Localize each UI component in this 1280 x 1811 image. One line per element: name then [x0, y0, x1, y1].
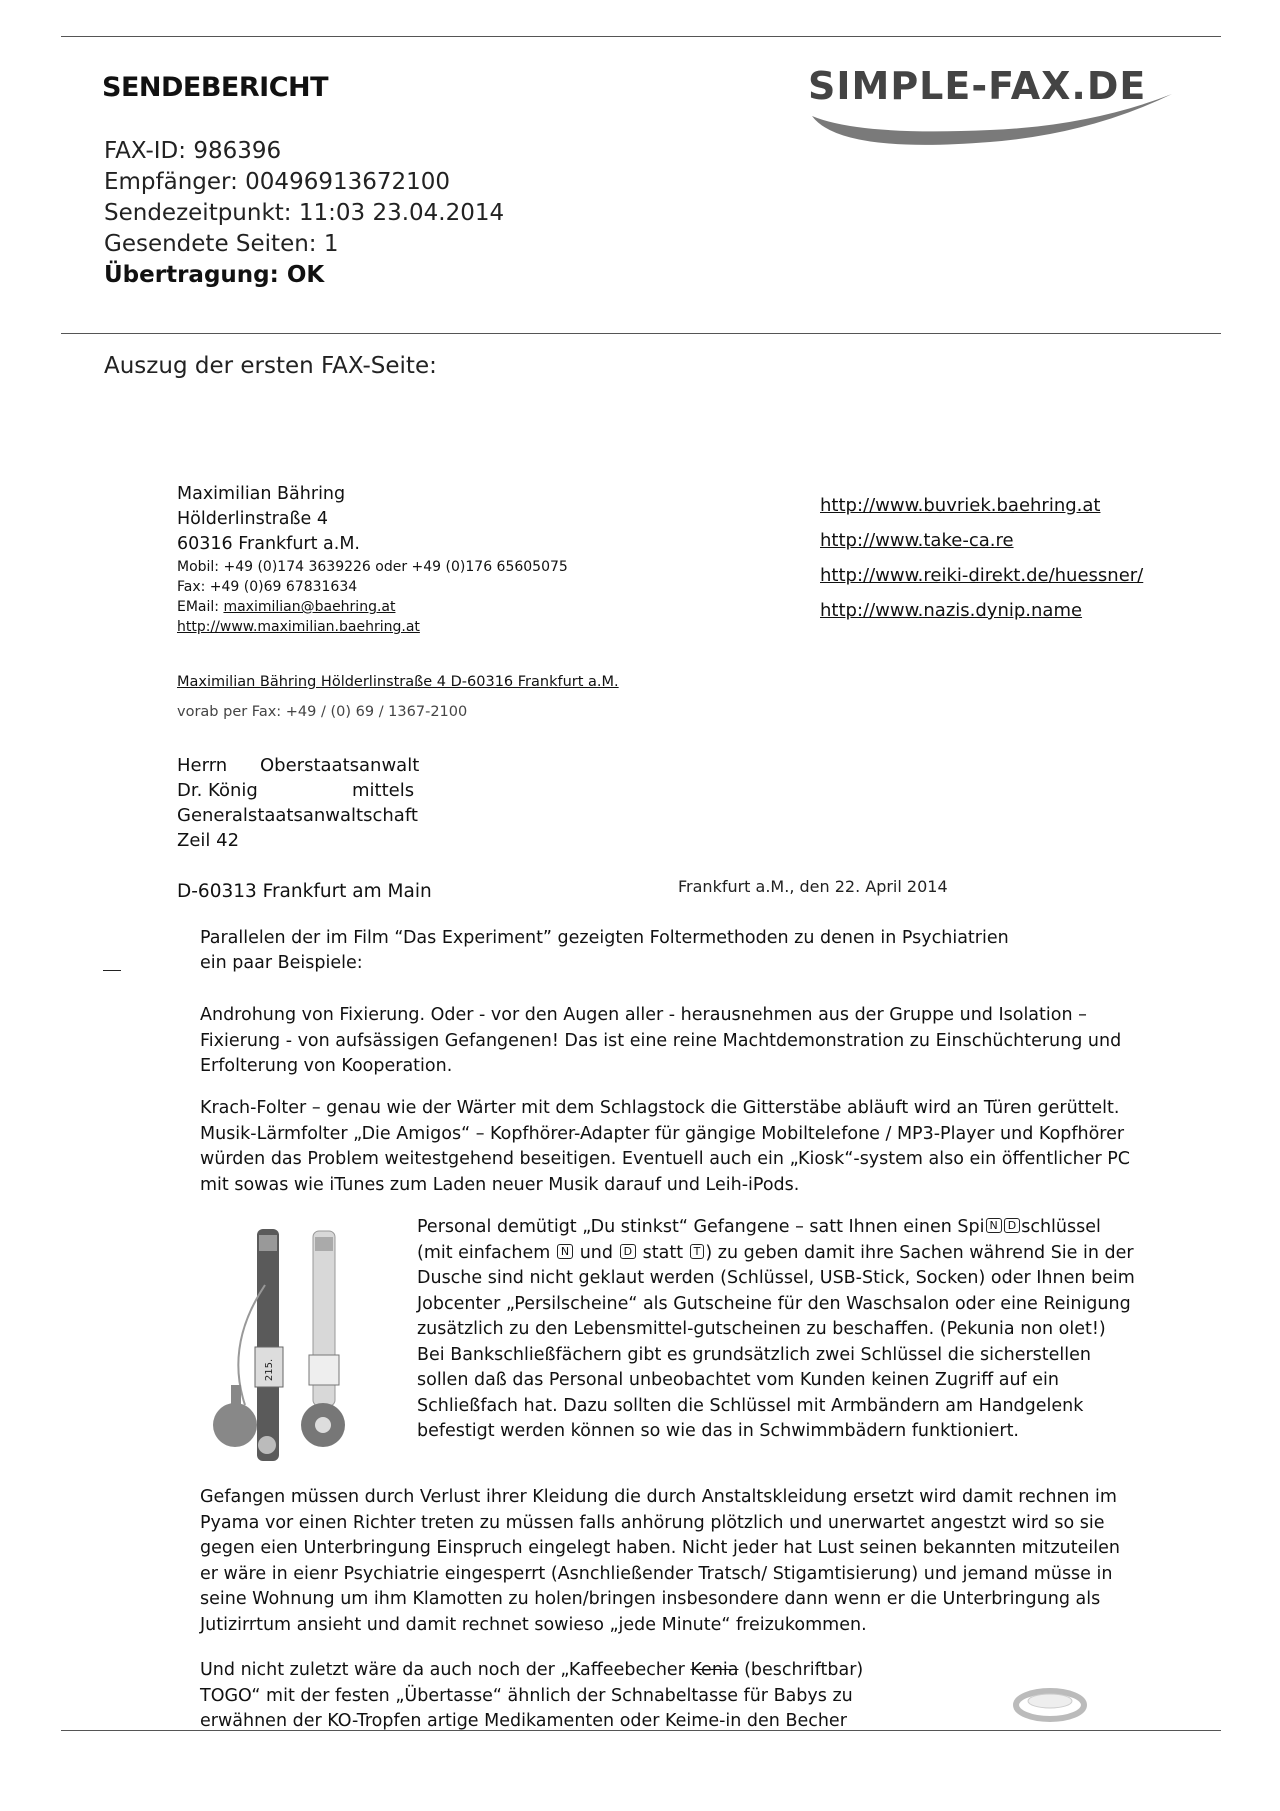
recipient-office: Generalstaatsanwaltschaft [177, 805, 418, 826]
svg-text:215.: 215. [264, 1358, 275, 1382]
link-list [820, 488, 1143, 628]
link-item[interactable]: http://www.buvriek.baehring.at [820, 495, 1101, 516]
recipient-block [177, 753, 419, 853]
excerpt-label: Auszug der ersten FAX-Seite: [104, 353, 437, 379]
recipient-title: Oberstaatsanwalt [260, 755, 420, 776]
p3-text-e: ) zu geben damit ihre Sachen während Sie in der Dusche sind nicht geklaut werden (Schlüssel, USB-Stick, Socken) oder Ihnen beim Jobcenter „Persilscheine“ als Gutscheine für den Waschsalon oder eine Reinigung zusätzlich zu den Lebensmittel-gutscheinen zu beschaffen. (Pekunia non olet!) Bei Bankschließfächern gibt es grundsätzlich zwei Schlüssel die sicherstellen sollen daß das Personal unbeobachtet vom Kunden keinen Zugriff auf ein Schließfach hat. Dazu sollten die Schlüssel mit Armbändern am Handgelenk befestigt werden können so wie das in Schwimmbädern funktioniert. [417, 1242, 1135, 1441]
sender-email-row [177, 597, 568, 617]
key-d-icon: D [620, 1244, 636, 1259]
paragraph-krach-folter: Krach-Folter – genau wie der Wärter mit dem Schlagstock die Gitterstäbe abläuft wird an Türen gerüttelt. Musik-Lärmfolter „Die Amigos“ – Kopfhörer-Adapter für gängige Mobiltelefone / MP3-Player und Kopfhörer würden das Problem weitestgehend beseitigen. Eventuell auch ein „Kiosk“-system also ein öffentlicher PC mit sowas wie iTunes zum Laden neuer Musik darauf und Leih-iPods. [200, 1098, 1130, 1195]
p3-text-c: und [579, 1242, 613, 1263]
sender-email-label: EMail: [177, 599, 224, 615]
key-n-icon: N [986, 1218, 1002, 1233]
paragraph-spindschluessel [417, 1215, 1137, 1445]
sender-email[interactable]: maximilian@baehring.at [223, 599, 396, 615]
report-title: SENDEBERICHT [102, 72, 329, 103]
paragraph-kleidung: Gefangen müssen durch Verlust ihrer Kleidung die durch Anstaltskleidung ersetzt wird damit rechnen im Pyama vor einen Richter treten zu müssen falls anhörung plötzlich und unerwartet angestzt wird so sie gegen eien Unterbringung Einspruch eingelegt haben. Nicht jeder hat Lust seinen bekannten mitzuteilen er wäre in eienr Psychiatrie eingesperrt (Asnchließender Tratsch/ Stigamtisierung) und jemand müsse in seine Wohnung um ihm Klamotten zu holen/bringen insbesondere dann wenn er die Unterbringung als Jutizirrtum ansieht und damit rechnet sowieso „jede Minute“ freizukommen. [200, 1487, 1120, 1635]
struck-word: Kenia [690, 1660, 739, 1680]
recipient-street: Zeil 42 [177, 830, 240, 851]
sender-fax: Fax: +49 (0)69 67831634 [177, 579, 358, 595]
sender-website[interactable]: http://www.maximilian.baehring.at [177, 619, 420, 635]
return-address: Maximilian Bähring Hölderlinstraße 4 D-60316 Frankfurt a.M. [177, 674, 619, 690]
link-item[interactable]: http://www.reiki-direkt.de/huessner/ [820, 565, 1144, 586]
p3-text-d: statt [642, 1242, 684, 1263]
transmission-status: Übertragung: OK [104, 262, 325, 288]
page-footer-area [0, 1732, 1280, 1811]
send-time: Sendezeitpunkt: 11:03 23.04.2014 [104, 200, 505, 226]
paragraph-kaffeebecher [200, 1658, 900, 1735]
recipient-number: Empfänger: 00496913672100 [104, 169, 451, 195]
pages-sent: Gesendete Seiten: 1 [104, 231, 339, 257]
simple-fax-logo [800, 54, 1200, 149]
header-divider [61, 333, 1221, 334]
recipient-name: Dr. König [177, 780, 258, 801]
sender-mobile: Mobil: +49 (0)174 3639226 oder +49 (0)176 65605075 [177, 559, 568, 575]
sender-city: 60316 Frankfurt a.M. [177, 534, 360, 554]
subject-line-1: Parallelen der im Film “Das Experiment” gezeigten Foltermethoden zu denen in Psychiatrien [200, 928, 1009, 948]
fax-id: FAX-ID: 986396 [104, 138, 282, 164]
link-item[interactable]: http://www.take-ca.re [820, 530, 1014, 551]
paragraph-fixierung: Androhung von Fixierung. Oder - vor den Augen aller - herausnehmen aus der Gruppe und Isolation – Fixierung - von aufsässigen Gefangenen! Das ist eine reine Machtdemonstration zu Einschüchterung und Erfolterung von Kooperation. [200, 1005, 1122, 1076]
sender-name: Maximilian Bähring [177, 484, 346, 504]
p5-text-b: (beschriftbar) TOGO“ mit der festen „Übertasse“ ähnlich der Schnabeltasse für Babys zu erwähnen der KO-Tropfen artige Medikamenten oder Keime-in den Becher [200, 1660, 864, 1731]
transmission-details [104, 136, 504, 291]
key-n-icon: N [557, 1244, 573, 1259]
margin-dash [103, 970, 121, 971]
p5-text-a: Und nicht zuletzt wäre da auch noch der „Kaffeebecher [200, 1660, 691, 1680]
cup-image [1000, 1665, 1100, 1735]
subject-line-2: ein paar Beispiele: [200, 953, 363, 973]
key-d-icon: D [1004, 1218, 1020, 1233]
sender-block [177, 482, 568, 637]
p3-text-a: Personal demütigt „Du stinkst“ Gefangene – satt Ihnen einen Spi [417, 1217, 985, 1237]
letter-subject [200, 926, 1009, 976]
letter-date: Frankfurt a.M., den 22. April 2014 [678, 877, 948, 896]
recipient-salutation: Herrn [177, 755, 228, 776]
top-divider [61, 36, 1221, 37]
vorab-fax-line: vorab per Fax: +49 / (0) 69 / 1367-2100 [177, 704, 468, 720]
link-item[interactable]: http://www.nazis.dynip.name [820, 600, 1083, 621]
recipient-city: D-60313 Frankfurt am Main [177, 881, 432, 902]
recipient-via: mittels [352, 780, 415, 801]
svg-text:SIMPLE-FAX.DE: SIMPLE-FAX.DE [808, 64, 1147, 108]
sender-street: Hölderlinstraße 4 [177, 509, 328, 529]
key-wristband-image [205, 1225, 395, 1465]
p3-text-b: schlüssel (mit einfachem [417, 1217, 1101, 1263]
key-t-icon: T [690, 1244, 705, 1259]
